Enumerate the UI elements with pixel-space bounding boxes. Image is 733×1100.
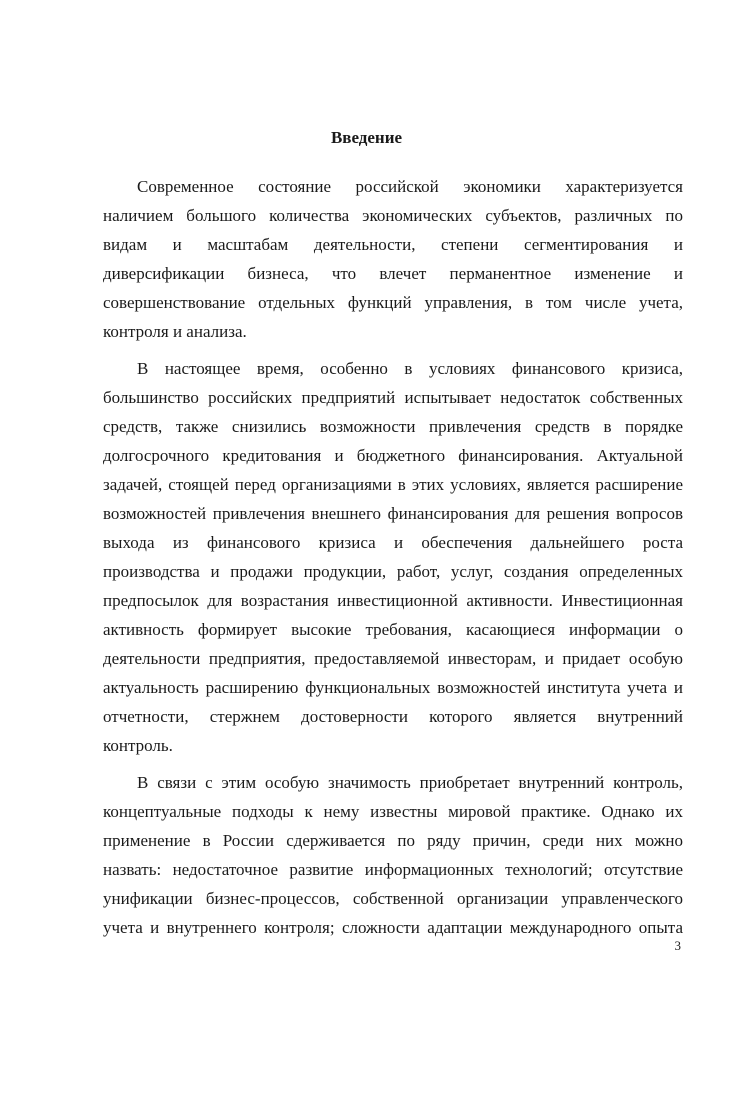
text-line: активность формирует высокие требования, касающиеся информации о — [103, 620, 683, 639]
text-line: деятельности предприятия, предоставляемой инвесторам, и придает особую — [103, 649, 683, 668]
body-text — [103, 172, 683, 942]
text-line: совершенствование отдельных функций управления, в том числе учета, — [103, 293, 683, 312]
text-line: концептуальные подходы к нему известны мировой практике. Однако их — [103, 802, 683, 821]
text-line: В связи с этим особую значимость приобретает внутренний контроль, — [137, 773, 683, 792]
text-line: задачей, стоящей перед организациями в этих условиях, является расширение — [103, 475, 683, 494]
text-line: видам и масштабам деятельности, степени сегментирования и — [103, 235, 683, 254]
text-line: контроль. — [103, 736, 173, 755]
text-line: производства и продажи продукции, работ, услуг, создания определенных — [103, 562, 683, 581]
page-number: 3 — [674, 938, 681, 953]
text-line: большинство российских предприятий испытывает недостаток собственных — [103, 388, 683, 407]
text-line: диверсификации бизнеса, что влечет перманентное изменение и — [103, 264, 683, 283]
text-line: назвать: недостаточное развитие информационных технологий; отсутствие — [103, 860, 683, 879]
text-line: актуальность расширению функциональных возможностей института учета и — [103, 678, 683, 697]
text-line: контроля и анализа. — [103, 322, 247, 341]
text-line: унификации бизнес-процессов, собственной организации управленческого — [103, 889, 683, 908]
text-line: средств, также снизились возможности привлечения средств в порядке — [103, 417, 683, 436]
text-line: В настоящее время, особенно в условиях финансового кризиса, — [137, 359, 683, 378]
text-line: Современное состояние российской экономики характеризуется — [137, 177, 683, 196]
section-title: Введение — [330, 128, 403, 147]
paragraph-1 — [103, 172, 683, 346]
text-line: возможностей привлечения внешнего финансирования для решения вопросов — [103, 504, 683, 523]
text-line: долгосрочного кредитования и бюджетного финансирования. Актуальной — [103, 446, 683, 465]
text-line: отчетности, стержнем достоверности которого является внутренний — [103, 707, 683, 726]
text-line: предпосылок для возрастания инвестиционной активности. Инвестиционная — [103, 591, 683, 610]
paragraph-2 — [103, 354, 683, 760]
text-line: применение в России сдерживается по ряду причин, среди них можно — [103, 831, 683, 850]
text-line: учета и внутреннего контроля; сложности адаптации международного опыта — [103, 918, 683, 937]
text-line: наличием большого количества экономических субъектов, различных по — [103, 206, 683, 225]
paragraph-3 — [103, 768, 683, 942]
text-line: выхода из финансового кризиса и обеспечения дальнейшего роста — [103, 533, 683, 552]
